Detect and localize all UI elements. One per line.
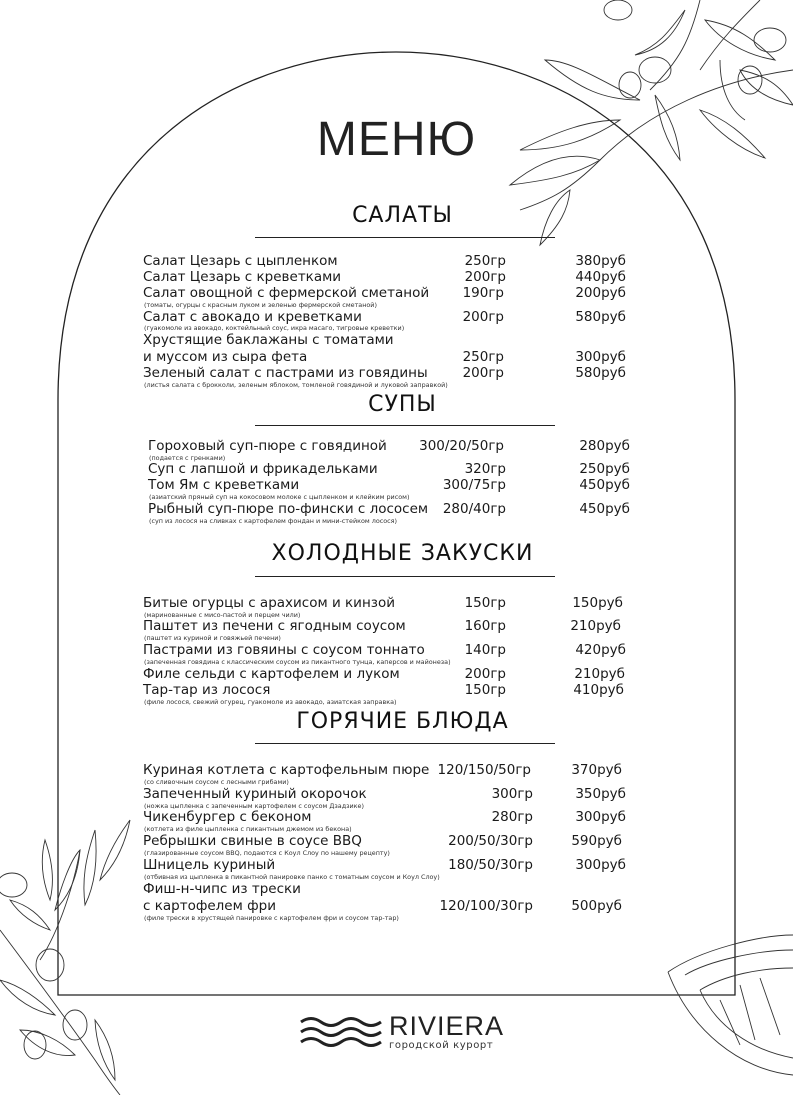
item-price: 250руб <box>579 461 630 477</box>
item-weight: 140гр <box>464 642 506 658</box>
item-description: (со сливочным соусом с лесными грибами) <box>144 778 289 786</box>
item-name: с картофелем фри <box>143 898 276 914</box>
item-name: Паштет из печени с ягодным соусом <box>143 618 406 634</box>
item-description: (отбивная из цыпленка в пикантной панировке панко с томатным соусом и Коул Слоу) <box>144 873 440 881</box>
menu-title: МЕНЮ <box>316 113 477 166</box>
section-title-salads: САЛАТЫ <box>352 203 453 228</box>
brand-logo-name: RIVIERA <box>389 1011 505 1041</box>
item-price: 580руб <box>575 365 626 381</box>
item-name: Запеченный куриный окорочок <box>143 786 367 802</box>
item-weight: 300гр <box>491 786 533 802</box>
item-weight: 150гр <box>464 595 506 611</box>
item-weight: 250гр <box>464 253 506 269</box>
item-price: 590руб <box>571 833 622 849</box>
item-description: (ножка цыпленка с запеченным картофелем с соусом Дзадзике) <box>144 802 364 810</box>
item-weight: 250гр <box>462 349 504 365</box>
item-price: 200руб <box>575 285 626 301</box>
item-weight: 180/50/30гр <box>448 857 533 873</box>
item-weight: 150гр <box>464 682 506 698</box>
item-description: (котлета из филе цыпленка с пикантным джемом из бекона) <box>144 825 352 833</box>
item-name: Филе сельди с картофелем и луком <box>143 666 400 682</box>
section-title-hot-dishes: ГОРЯЧИЕ БЛЮДА <box>296 709 509 734</box>
item-weight: 120/150/50гр <box>437 762 531 778</box>
item-description: (паштет из куриной и говяжьей печени) <box>144 634 281 642</box>
item-price: 410руб <box>573 682 624 698</box>
item-price: 300руб <box>575 349 626 365</box>
item-name: Чикенбургер с беконом <box>143 809 312 825</box>
item-weight: 200гр <box>462 365 504 381</box>
item-name: Салат с авокадо и креветками <box>143 309 362 325</box>
citrus-slice-bottom-right-icon <box>668 935 793 1075</box>
item-description: (филе лосося, свежий огурец, гуакомоле из авокадо, азиатская заправка) <box>144 698 397 706</box>
item-name: Зеленый салат с пастрами из говядины <box>143 365 428 381</box>
section-divider <box>255 425 555 426</box>
item-price: 500руб <box>571 898 622 914</box>
item-weight: 200гр <box>464 666 506 682</box>
section-divider <box>255 237 555 238</box>
item-description: (азиатский пряный суп на кокосовом молоке с цыпленком и клейким рисом) <box>149 493 410 501</box>
item-weight: 280/40гр <box>442 501 506 517</box>
section-divider <box>255 576 555 577</box>
item-weight: 190гр <box>462 285 504 301</box>
item-description: (запеченная говядина с классическим соусом из пикантного тунца, каперсов и майонеза) <box>144 658 451 666</box>
item-name: Фиш-н-чипс из трески <box>143 881 301 897</box>
item-weight: 120/100/30гр <box>439 898 533 914</box>
item-price: 580руб <box>575 309 626 325</box>
item-name: Хрустящие баклажаны с томатами <box>143 332 394 348</box>
item-name: Рыбный суп-пюре по-фински с лососем <box>148 501 429 517</box>
item-name: Шницель куриный <box>143 857 276 873</box>
item-weight: 280гр <box>491 809 533 825</box>
item-price: 150руб <box>572 595 623 611</box>
item-name: Ребрышки свиные в соусе BBQ <box>143 833 362 849</box>
item-weight: 320гр <box>464 461 506 477</box>
item-weight: 160гр <box>464 618 506 634</box>
item-price: 450руб <box>579 477 630 493</box>
item-price: 370руб <box>571 762 622 778</box>
item-description: (глазированные соусом BBQ, подаются с Коул Слоу по нашему рецепту) <box>144 849 390 857</box>
brand-logo-subtitle: городской курорт <box>389 1040 494 1051</box>
item-price: 420руб <box>575 642 626 658</box>
item-price: 280руб <box>579 438 630 454</box>
item-description: (гуакомоле из авокадо, коктейльный соус, икра масаго, тигровые креветки) <box>144 324 405 332</box>
item-description: (суп из лосося на сливках с картофелем фондан и мини-стейком лосося) <box>149 517 398 525</box>
item-name: и муссом из сыра фета <box>143 349 308 365</box>
item-weight: 200гр <box>462 309 504 325</box>
item-name: Том Ям с креветками <box>148 477 300 493</box>
item-description: (подается с гренками) <box>149 454 226 462</box>
item-name: Суп с лапшой и фрикадельками <box>148 461 378 477</box>
section-title-cold-appetizers: ХОЛОДНЫЕ ЗАКУСКИ <box>271 541 534 566</box>
section-title-soups: СУПЫ <box>368 392 437 417</box>
item-description: (листья салата с брокколи, зеленым яблоком, томленой говядиной и луковой заправкой) <box>144 381 448 389</box>
item-weight: 200гр <box>464 269 506 285</box>
item-name: Салат Цезарь с цыпленком <box>143 253 338 269</box>
item-price: 380руб <box>575 253 626 269</box>
section-divider <box>255 743 555 744</box>
item-weight: 300/20/50гр <box>419 438 504 454</box>
item-name: Гороховый суп-пюре с говядиной <box>148 438 387 454</box>
item-weight: 200/50/30гр <box>448 833 533 849</box>
item-price: 350руб <box>575 786 626 802</box>
item-price: 210руб <box>574 666 625 682</box>
olive-branch-bottom-left-icon <box>0 820 130 1095</box>
item-price: 450руб <box>579 501 630 517</box>
item-description: (томаты, огурцы с красным луком и зеленью фермерской сметаной) <box>144 301 377 309</box>
item-weight: 300/75гр <box>442 477 506 493</box>
item-name: Пастрами из говяины с соусом тоннато <box>143 642 425 658</box>
item-price: 210руб <box>570 618 621 634</box>
item-name: Тар-тар из лосося <box>143 682 271 698</box>
item-name: Салат Цезарь с креветками <box>143 269 342 285</box>
waves-logo-icon <box>301 1019 381 1046</box>
item-price: 300руб <box>575 857 626 873</box>
item-name: Салат овощной с фермерской сметаной <box>143 285 430 301</box>
item-name: Битые огурцы с арахисом и кинзой <box>143 595 395 611</box>
item-price: 440руб <box>575 269 626 285</box>
item-description: (филе трески в хрустящей панировке с картофелем фри и соусом тар-тар) <box>144 914 399 922</box>
item-name: Куриная котлета с картофельным пюре <box>143 762 430 778</box>
item-price: 300руб <box>575 809 626 825</box>
item-description: (маринованные с мисо-пастой и перцем чили) <box>144 611 301 619</box>
